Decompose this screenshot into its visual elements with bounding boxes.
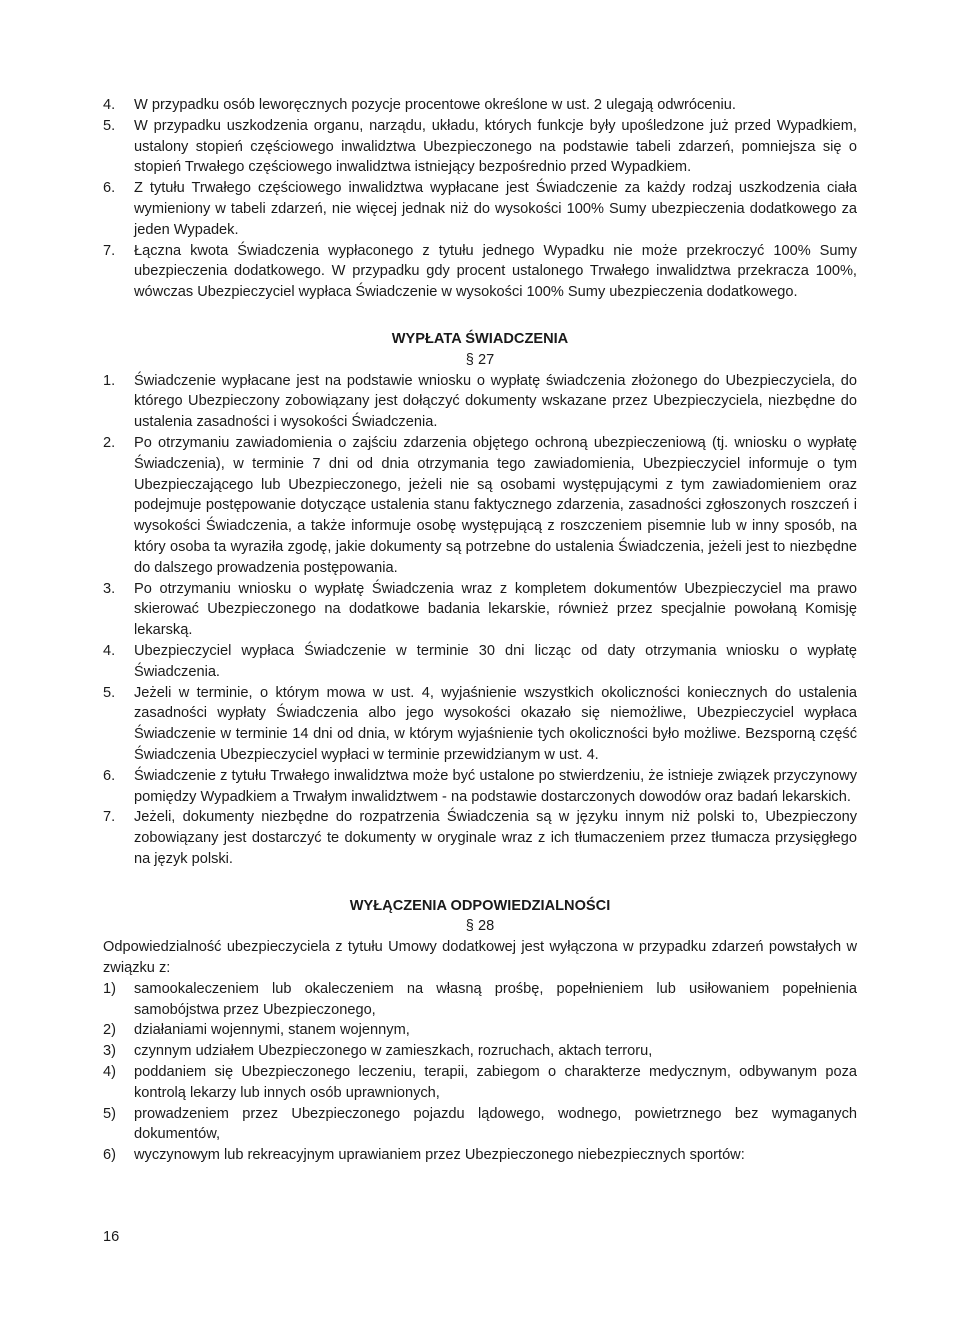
- item-number: 5.: [103, 117, 116, 134]
- list-section-28: [103, 979, 857, 1166]
- item-text: Jeżeli, dokumenty niezbędne do rozpatrzenia Świadczenia są w języku innym niż polski to, Ubezpieczony zobowiązany jest dostarczyć te dokumenty w oryginale wraz z ich tłumaczeniem przez tłumacza przysięgłego na język polski.: [134, 809, 857, 867]
- list-item: [103, 683, 857, 766]
- item-text: wyczynowym lub rekreacyjnym uprawianiem przez Ubezpieczonego niebezpiecznych sportów:: [134, 1147, 745, 1164]
- list-item: [103, 1041, 857, 1062]
- item-number: 7.: [103, 809, 116, 826]
- item-number: 3): [103, 1043, 116, 1060]
- item-number: 3.: [103, 580, 116, 597]
- item-text: czynnym udziałem Ubezpieczonego w zamieszkach, rozruchach, aktach terroru,: [134, 1043, 653, 1060]
- item-number: 4.: [103, 97, 116, 113]
- item-number: 6.: [103, 767, 116, 784]
- item-number: 2.: [103, 434, 116, 451]
- section-heading-wylaczenia: WYŁĄCZENIA ODPOWIEDZIALNOŚCI: [349, 897, 611, 914]
- list-item: [103, 807, 857, 869]
- item-number: 6.: [103, 180, 116, 197]
- item-number: 5): [103, 1105, 116, 1122]
- item-number: 6): [103, 1147, 116, 1164]
- section-mark-27: § 27: [465, 351, 495, 368]
- item-number: 4): [103, 1064, 116, 1081]
- list-item: [103, 178, 857, 240]
- list-item: [103, 116, 857, 178]
- item-text: samookaleczeniem lub okaleczeniem na własną prośbę, popełnieniem lub usiłowaniem popełnienia samobójstwa przez Ubezpieczonego,: [134, 980, 857, 1018]
- document-page: [103, 95, 857, 1166]
- item-text: poddaniem się Ubezpieczonego leczeniu, terapii, zabiegom o charakterze medycznym, odbywanym poza kontrolą lekarzy lub innych osób uprawnionych,: [134, 1064, 857, 1101]
- item-number: 7.: [103, 242, 116, 259]
- item-text: Łączna kwota Świadczenia wypłaconego z tytułu jednego Wypadku nie może przekroczyć 100% Sumy ubezpieczenia dodatkowego. W przypadku gdy procent ustalonego Trwałego inwalidztwa przekracza 100%, wówczas Ubezpieczyciel wypłaca Świadczenie w wysokości 100% Sumy ubezpieczenia dodatkowego.: [134, 242, 857, 301]
- list-item: [103, 241, 857, 303]
- list-item: [103, 579, 857, 641]
- list-item: [103, 1104, 857, 1146]
- section-intro: Odpowiedzialność ubezpieczyciela z tytułu Umowy dodatkowej jest wyłączona w przypadku zdarzeń powstałych w związku z:: [103, 939, 857, 977]
- list-section-27: [103, 371, 857, 870]
- item-text: Jeżeli w terminie, o którym mowa w ust. 4, wyjaśnienie wszystkich okoliczności koniecznych do ustalenia zasadności wypłaty Świadczenia albo jego wysokości okazało się niemożliwe, Ubezpieczyciel wypłaca Świadczenie w terminie 14 dni od dnia, w którym wyjaśnienie tych okoliczności było możliwe. Bezsporną część Świadczenia Ubezpieczyciel wypłaci w terminie przewidzianym w ust. 4.: [134, 684, 857, 763]
- item-text: działaniami wojennymi, stanem wojennym,: [134, 1022, 410, 1039]
- section-heading-wyplata: WYPŁATA ŚWIADCZENIA: [391, 330, 569, 347]
- item-text: W przypadku osób leworęcznych pozycje procentowe określone w ust. 2 ulegają odwróceniu.: [134, 97, 736, 113]
- list-item: [103, 766, 857, 808]
- item-number: 4.: [103, 642, 116, 659]
- list-item: [103, 641, 857, 683]
- section-mark-28: § 28: [465, 918, 495, 935]
- item-number: 2): [103, 1022, 116, 1039]
- list-item: [103, 1145, 857, 1166]
- list-item: [103, 1062, 857, 1104]
- list-top: [103, 95, 857, 303]
- item-text: Świadczenie z tytułu Trwałego inwalidztwa może być ustalone po stwierdzeniu, że istnieje związek przyczynowy pomiędzy Wypadkiem a Trwałym inwalidztwem - na podstawie dostarczonych dowodów oraz badań lekarskich.: [134, 767, 857, 805]
- page-number: 16: [103, 1229, 120, 1245]
- list-item: [103, 371, 857, 433]
- list-item: [103, 979, 857, 1021]
- list-item: [103, 1020, 857, 1041]
- item-text: prowadzeniem przez Ubezpieczonego pojazdu lądowego, wodnego, powietrznego bez wymaganych dokumentów,: [134, 1105, 857, 1143]
- item-text: Ubezpieczyciel wypłaca Świadczenie w terminie 30 dni licząc od daty otrzymania wniosku o wypłatę Świadczenia.: [134, 642, 857, 680]
- list-item: [103, 95, 857, 116]
- item-number: 1): [103, 980, 116, 997]
- item-text: Po otrzymaniu wniosku o wypłatę Świadczenia wraz z kompletem dokumentów Ubezpieczyciel ma prawo skierować Ubezpieczonego na dodatkowe badania lekarskie, również przez specjalnie powołaną Komisję lekarską.: [134, 580, 857, 639]
- item-text: Świadczenie wypłacane jest na podstawie wniosku o wypłatę świadczenia złożonego do Ubezpieczyciela, do którego Ubezpieczony zobowiązany jest dołączyć dokumenty wskazane przez Ubezpieczyciela, niezbędne do ustalenia zasadności i wysokości Świadczenia.: [134, 372, 857, 431]
- item-number: 5.: [103, 684, 116, 701]
- list-item: [103, 433, 857, 579]
- item-number: 1.: [103, 372, 116, 389]
- item-text: W przypadku uszkodzenia organu, narządu, układu, których funkcje były upośledzone już przed Wypadkiem, ustalony stopień częściowego inwalidztwa Ubezpieczonego na podstawie tabeli zdarzeń, pomniejsza się o stopień Trwałego częściowego inwalidztwa istniejący bezpośrednio przed Wypadkiem.: [134, 117, 857, 176]
- item-text: Po otrzymaniu zawiadomienia o zajściu zdarzenia objętego ochroną ubezpieczeniową (tj. wniosku o wypłatę Świadczenia), w terminie 7 dni od dnia otrzymania tego zawiadomienia, Ubezpieczyciel informuje o tym Ubezpieczającego lub Ubezpieczonego, jeżeli nie są osobami występującymi z tym zawiadomieniem oraz podejmuje postępowanie dotyczące ustalenia stanu faktycznego zdarzenia, zasadności zgłoszonych roszczeń i wysokości Świadczenia, a także informuje osobę występującą z roszczeniem pisemnie lub w inny sposób, na który osoba ta wyraziła zgodę, jakie dokumenty są potrzebne do ustalenia Świadczenia, jeżeli jest to niezbędne do dalszego prowadzenia postępowania.: [134, 434, 857, 576]
- item-text: Z tytułu Trwałego częściowego inwalidztwa wypłacane jest Świadczenie za każdy rodzaj uszkodzenia ciała wymieniony w tabeli zdarzeń, nie więcej jednak niż do wysokości 100% Sumy ubezpieczenia dodatkowego za jeden Wypadek.: [134, 180, 857, 238]
